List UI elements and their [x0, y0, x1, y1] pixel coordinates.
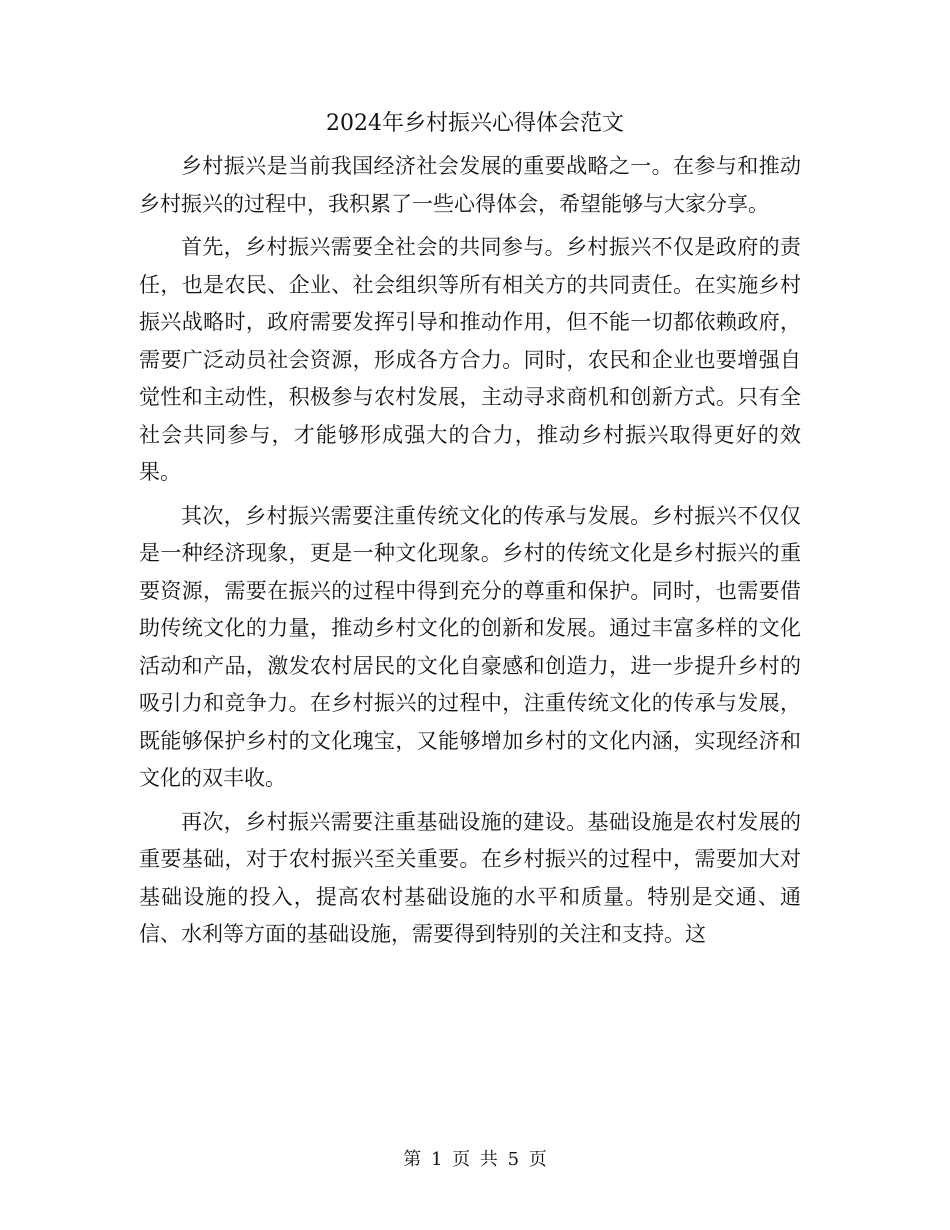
paragraph-third: 再次，乡村振兴需要注重基础设施的建设。基础设施是农村发展的重要基础，对于农村振兴至关重要。在乡村振兴的过程中，需要加大对基础设施的投入，提高农村基础设施的水平和质量。特别是交通、通信、水利等方面的基础设施，需要得到特别的关注和支持。这 [139, 809, 801, 946]
page-number-footer: 第 1 页 共 5 页 [403, 1149, 547, 1170]
paragraph-first: 首先，乡村振兴需要全社会的共同参与。乡村振兴不仅是政府的责任，也是农民、企业、社会组织等所有相关方的共同责任。在实施乡村振兴战略时，政府需要发挥引导和推动作用，但不能一切都依赖政府，需要广泛动员社会资源，形成各方合力。同时，农民和企业也要增强自觉性和主动性，积极参与农村发展，主动寻求商机和创新方式。只有全社会共同参与，才能够形成强大的合力，推动乡村振兴取得更好的效果。 [139, 235, 801, 484]
document-body [139, 148, 801, 960]
paragraph-intro: 乡村振兴是当前我国经济社会发展的重要战略之一。在参与和推动乡村振兴的过程中，我积累了一些心得体会，希望能够与大家分享。 [139, 154, 801, 216]
document-title: 2024年乡村振兴心得体会范文 [326, 111, 624, 136]
paragraph-second: 其次，乡村振兴需要注重传统文化的传承与发展。乡村振兴不仅仅是一种经济现象，更是一种文化现象。乡村的传统文化是乡村振兴的重要资源，需要在振兴的过程中得到充分的尊重和保护。同时，也需要借助传统文化的力量，推动乡村文化的创新和发展。通过丰富多样的文化活动和产品，激发农村居民的文化自豪感和创造力，进一步提升乡村的吸引力和竞争力。在乡村振兴的过程中，注重传统文化的传承与发展，既能够保护乡村的文化瑰宝，又能够增加乡村的文化内涵，实现经济和文化的双丰收。 [139, 503, 801, 790]
